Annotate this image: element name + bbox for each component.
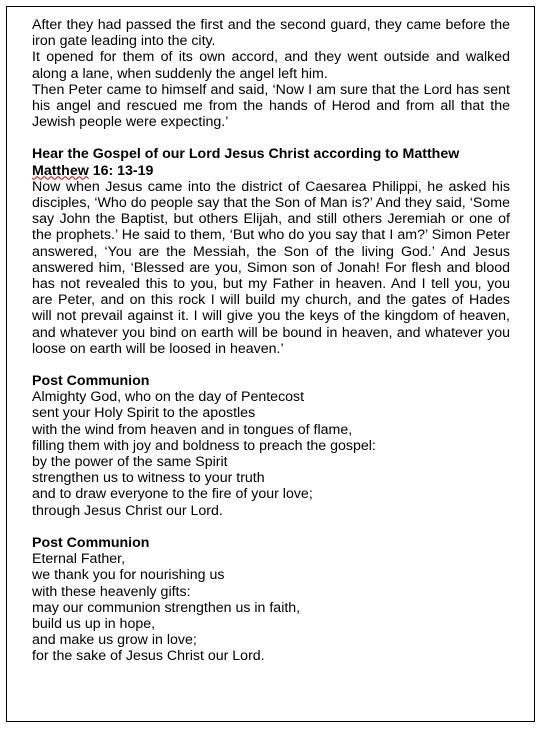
reading-paragraph-2: It opened for them of its own accord, and they went outside and walked along a lane, when suddenly the angel left him.: [32, 49, 510, 82]
post-communion-1-line: and to draw everyone to the fire of your love;: [32, 486, 313, 503]
gospel-text: Now when Jesus came into the district of Caesarea Philippi, he asked his disciples, ‘Who do people say that the Son of Man is?’ And they said, ‘Some say John the Baptist, but others Elijah, and still others Jeremiah or one of the prophets.’ He said to them, ‘But who do you say that I am?’ Simon Peter answered, ‘You are the Messiah, the Son of the living God.’ And Jesus answered him, ‘Blessed are you, Simon son of Jonah! For flesh and blood has not revealed this to you, but my Father in heaven. And I tell you, you are Peter, and on this rock I will build my church, and the gates of Hades will not prevail against it. I will give you the keys of the kingdom of heaven, and whatever you bind on earth will be bound in heaven, and whatever you loose on earth will be loosed in heaven.’: [32, 178, 510, 357]
post-communion-1-line: by the power of the same Spirit: [32, 454, 228, 471]
post-communion-1-line: through Jesus Christ our Lord.: [32, 502, 223, 519]
gospel-heading: [32, 146, 510, 178]
gospel-heading-book: Matthew: [32, 162, 89, 179]
post-communion-1-title: Post Communion: [32, 373, 150, 390]
reading-paragraph-3: Then Peter came to himself and said, ‘Now I am sure that the Lord has sent his angel and rescued me from the hands of Herod and from all that the Jewish people were expecting.’: [32, 81, 510, 131]
post-communion-2-line: may our communion strengthen us in faith,: [32, 599, 301, 616]
post-communion-1-line: Almighty God, who on the day of Pentecost: [32, 389, 305, 406]
reading-paragraph-1: After they had passed the first and the second guard, they came before the iron gate leading into the city.: [32, 17, 510, 50]
gospel-heading-line1: Hear the Gospel of our Lord Jesus Christ according to Matthew: [32, 146, 460, 163]
post-communion-1-line: filling them with joy and boldness to preach the gospel:: [32, 437, 376, 454]
post-communion-2-line: Eternal Father,: [32, 551, 126, 568]
gospel-heading-ref: 16: 13-19: [88, 162, 154, 179]
post-communion-2-line: we thank you for nourishing us: [32, 567, 225, 584]
post-communion-2-line: and make us grow in love;: [32, 632, 197, 649]
post-communion-2-line: for the sake of Jesus Christ our Lord.: [32, 648, 265, 665]
document-content: [32, 17, 510, 665]
post-communion-1-line: sent your Holy Spirit to the apostles: [32, 405, 256, 422]
post-communion-2-title: Post Communion: [32, 534, 150, 551]
post-communion-1-line: strengthen us to witness to your truth: [32, 470, 265, 487]
post-communion-2-line: build us up in hope,: [32, 615, 156, 632]
post-communion-1-line: with the wind from heaven and in tongues of flame,: [32, 421, 353, 438]
post-communion-2-line: with these heavenly gifts:: [32, 583, 191, 600]
